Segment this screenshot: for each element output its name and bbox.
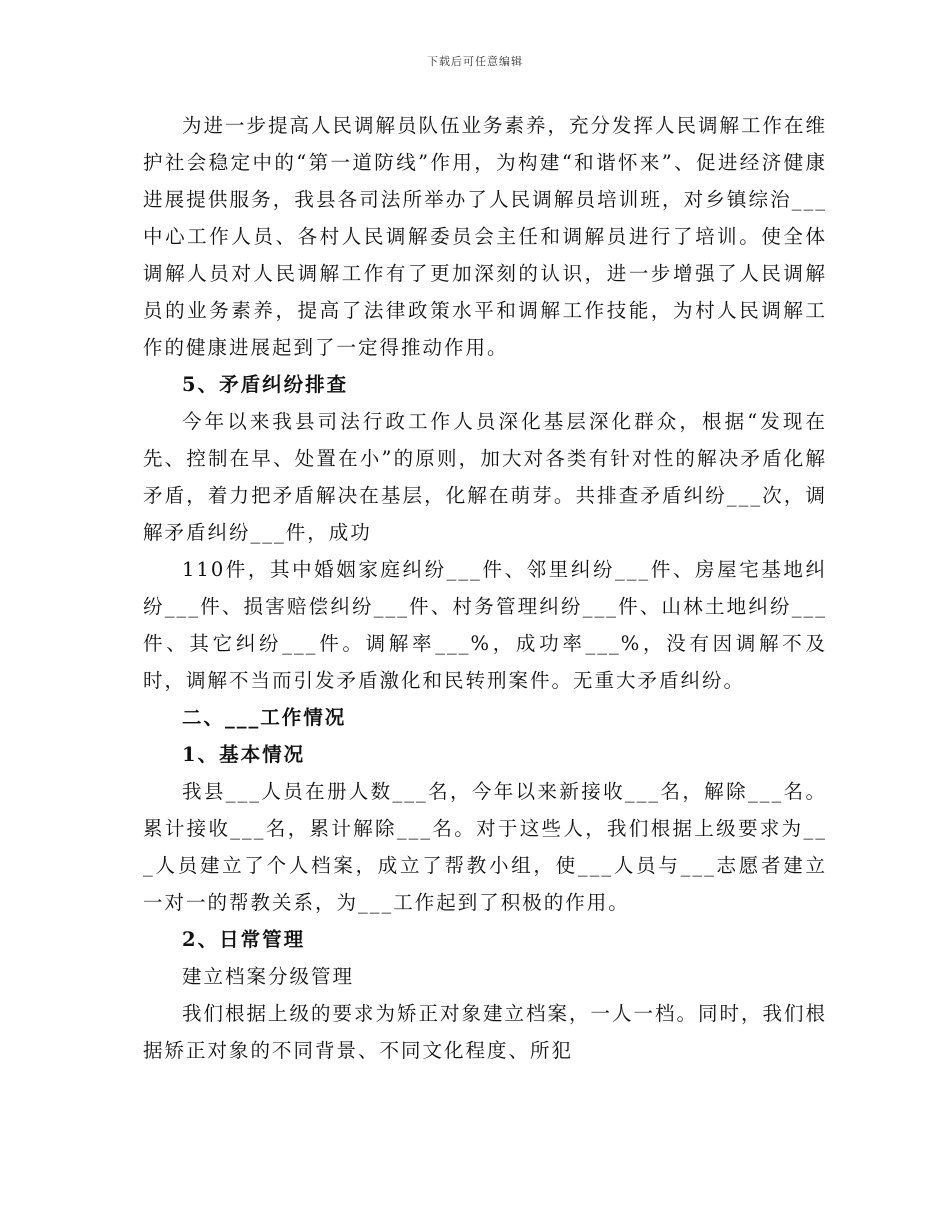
paragraph-basic-situation: 我县___人员在册人数___名，今年以来新接收___名，解除___名。累计接收___名，累计解除___名。对于这些人，我们根据上级要求为___人员建立了个人档案，成立了帮教小组，使___人员与___志愿者建立一对一的帮教关系，为___工作起到了积极的作用。 xyxy=(143,780,827,914)
heading-dispute-screening: 5、矛盾纠纷排查 xyxy=(182,373,349,396)
paragraph-mediator-training: 为进一步提高人民调解员队伍业务素养，充分发挥人民调解工作在维护社会稳定中的“第一道防线”作用，为构建“和谐怀来”、促进经济健康进展提供服务，我县各司法所举办了人民调解员培训班，对乡镇综治___中心工作人员、各村人民调解委员会主任和调解员进行了培训。使全体调解人员对人民调解工作有了更加深刻的认识，进一步增强了人民调解员的业务素养，提高了法律政策水平和调解工作技能，为村人民调解工作的健康进展起到了一定得推动作用。 xyxy=(143,114,828,359)
paragraph-dispute-screening: 今年以来我县司法行政工作人员深化基层深化群众，根据“发现在先、控制在早、处置在小”的原则，加大对各类有针对性的解决矛盾化解矛盾，着力把矛盾解决在基层，化解在萌芽。共排查矛盾纠纷___次，调解矛盾纠纷___件，成功 xyxy=(143,410,827,544)
heading-basic-situation: 1、基本情况 xyxy=(182,743,306,766)
heading-section-two: 二、___工作情况 xyxy=(182,706,347,729)
document-body xyxy=(143,107,827,1069)
subheading-archive-management: 建立档案分级管理 xyxy=(182,965,355,988)
heading-daily-management: 2、日常管理 xyxy=(182,928,306,951)
page-header: 下载后可任意编辑 xyxy=(427,55,523,68)
paragraph-dispute-breakdown: 110件，其中婚姻家庭纠纷___件、邻里纠纷___件、房屋宅基地纠纷___件、损害赔偿纠纷___件、村务管理纠纷___件、山林土地纠纷___件、其它纠纷___件。调解率___%，成功率___%，没有因调解不及时，调解不当而引发矛盾激化和民转刑案件。无重大矛盾纠纷。 xyxy=(143,558,827,692)
paragraph-archive-management: 我们根据上级的要求为矫正对象建立档案，一人一档。同时，我们根据矫正对象的不同背景、不同文化程度、所犯 xyxy=(143,1002,828,1062)
